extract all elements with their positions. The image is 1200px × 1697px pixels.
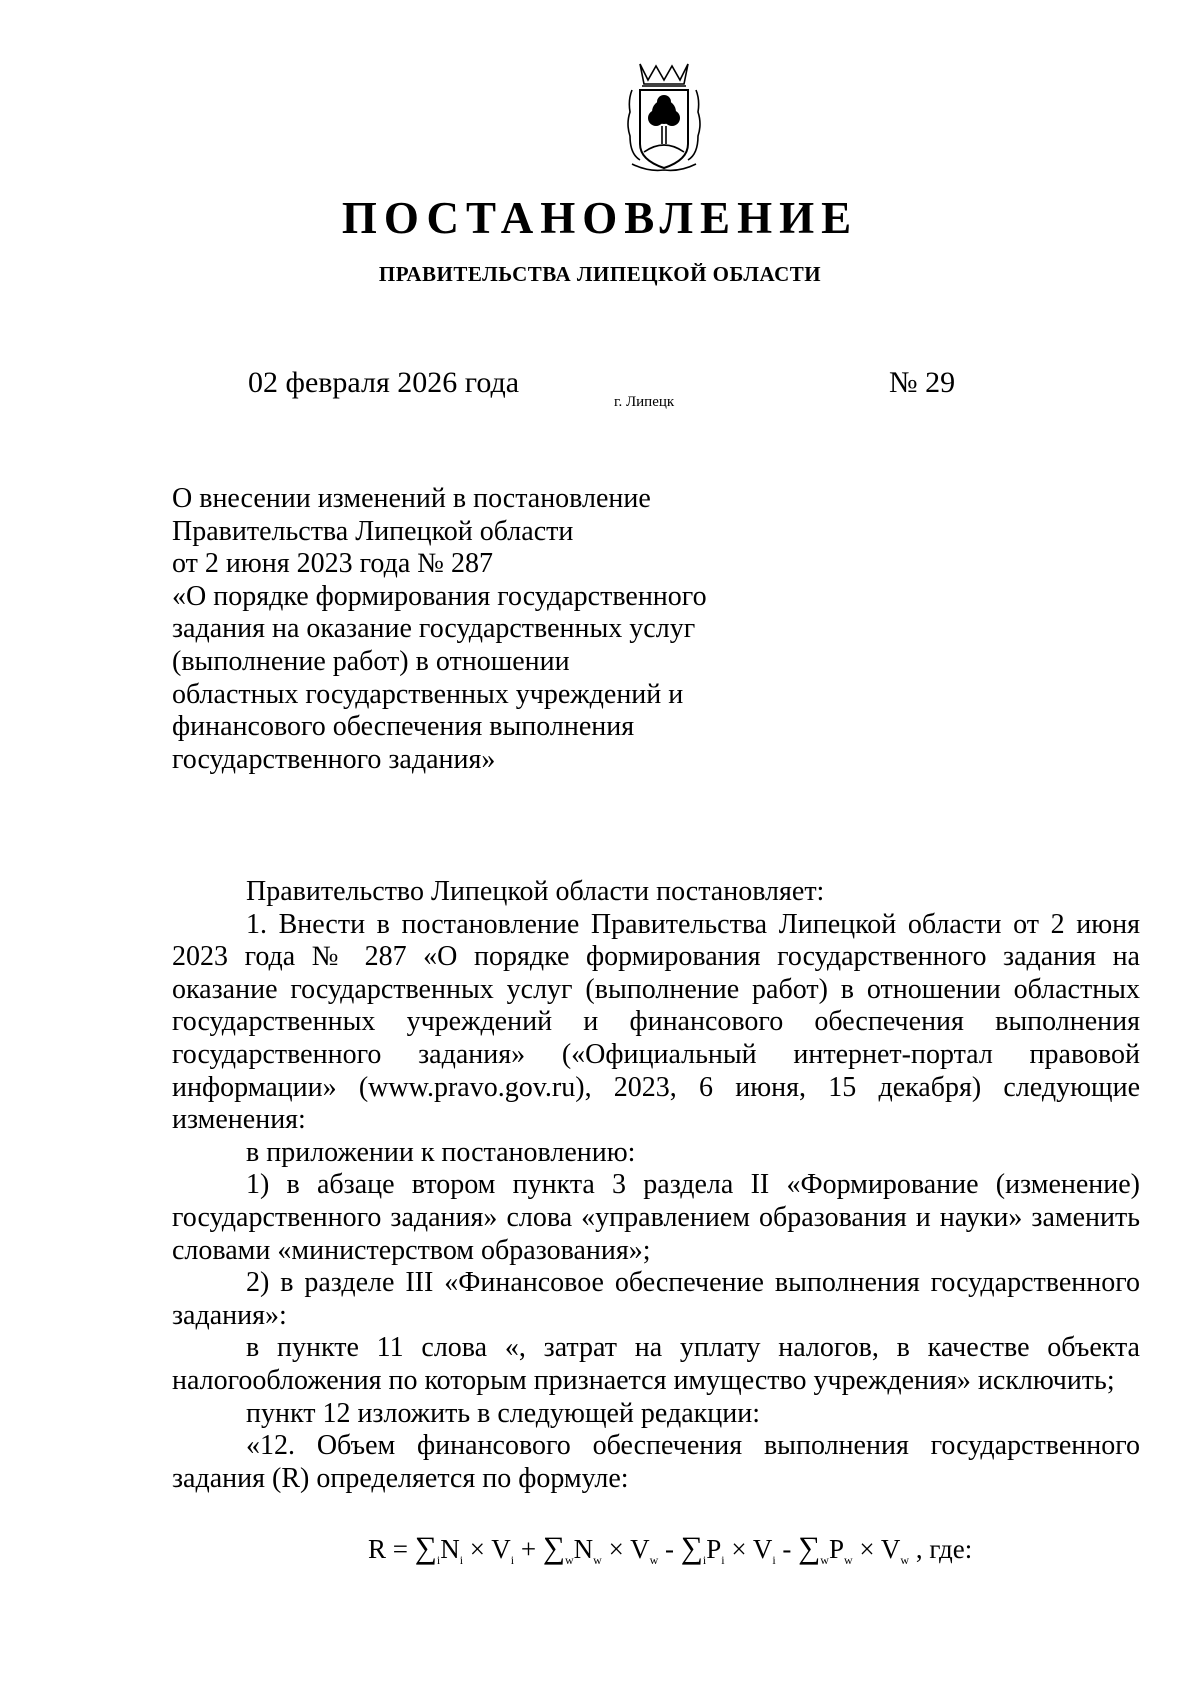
subject-line: от 2 июня 2023 года № 287 [172,548,494,580]
subject-line: Правительства Липецкой области [172,515,574,547]
formula-tail: , где: [915,1534,973,1564]
sum-symbol: ∑ [542,1530,565,1565]
sum-symbol: ∑ [414,1530,437,1565]
formula-lhs: R = [368,1534,408,1564]
body-paragraph: «12. Объем финансового обеспечения выполнения государственного задания (R) определяется по формуле: [172,1430,1140,1494]
body-paragraph: Правительство Липецкой области постановляет: [246,876,825,907]
body-paragraph: в приложении к постановлению: [246,1136,636,1168]
financing-formula: $R = \sum_iN_i \times V_i + \sum_wN_w \times V_w - \sum_iP_i \times V_i - \sum_wP_w \times V_w$ , где: [368,1530,973,1567]
body-paragraph: 2) в разделе III «Финансовое обеспечение выполнения государственного задания»: [172,1267,1140,1331]
coat-of-arms-emblem [618,60,710,180]
document-city: г. Липецк [614,394,675,410]
subject-line: (выполнение работ) в отношении [172,645,570,677]
document-number: № 29 [889,366,956,399]
sum-symbol: ∑ [798,1530,821,1565]
document-title: ПОСТАНОВЛЕНИЕ [341,193,859,243]
subject-line: О внесении изменений в постановление [172,483,651,514]
document-date: 02 февраля 2026 года [248,366,520,399]
subject-line: «О порядке формирования государственного [172,580,707,612]
subject-line: областных государственных учреждений и [172,678,684,710]
subject-line: задания на оказание государственных услуг [172,613,696,645]
body-paragraph: пункт 12 изложить в следующей редакции: [246,1397,760,1429]
subject-line: финансового обеспечения выполнения [172,711,635,743]
subject-line: государственного задания» [172,743,496,775]
sum-symbol: ∑ [680,1530,703,1565]
document-subject [172,483,707,776]
document-body [172,876,1140,1495]
body-paragraph: в пункте 11 слова «, затрат на уплату налогов, в качестве объекта налогообложения по которым признается имущество учреждения» исключить; [172,1332,1140,1396]
document-subtitle: ПРАВИТЕЛЬСТВА ЛИПЕЦКОЙ ОБЛАСТИ [378,262,822,286]
body-paragraph: 1. Внести в постановление Правительства Липецкой области от 2 июня 2023 года № 287 «О порядке формирования государственного задания на оказание государственных услуг (выполнение работ) в отношении областных государственных учреждений и финансового обеспечения выполнения государственного задания» («Официальный интернет-портал правовой информации» (www.pravo.gov.ru), 2023, 6 июня, 15 декабря) следующие изменения: [172,908,1140,1136]
body-paragraph: 1) в абзаце втором пункта 3 раздела II «Формирование (изменение) государственного задания» слова «управлением образования и науки» заменить словами «министерством образования»; [172,1169,1140,1266]
